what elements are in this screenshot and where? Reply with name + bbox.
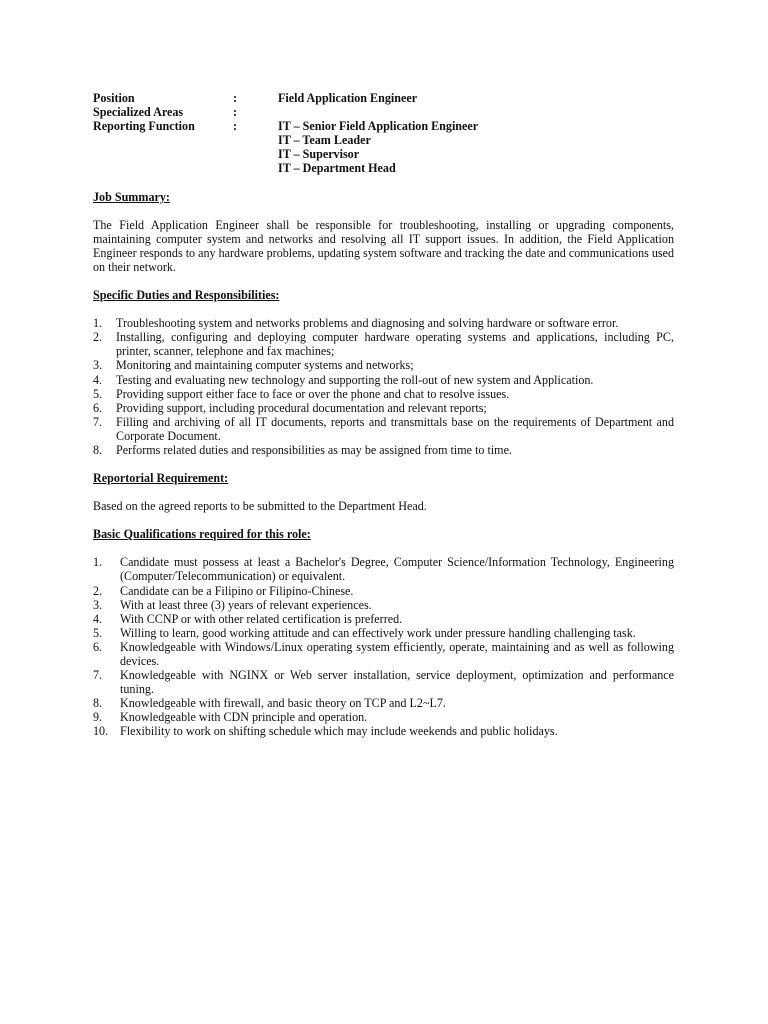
duties-list (93, 316, 674, 457)
reporting-function-value: IT – Senior Field Application Engineer (278, 119, 479, 134)
list-text: Providing support either face to face or over the phone and chat to resolve issues. (116, 386, 510, 401)
list-item (93, 358, 674, 372)
list-item (93, 626, 674, 640)
specialized-areas-colon: : (233, 105, 238, 120)
list-number: 1. (93, 316, 103, 331)
reporting-function-value: IT – Supervisor (278, 147, 360, 162)
list-item (93, 612, 674, 626)
list-text: Troubleshooting system and networks problems and diagnosing and solving hardware or software error. (116, 316, 619, 331)
document-page (93, 91, 674, 739)
list-number: 8. (93, 696, 103, 711)
list-item (93, 710, 674, 724)
position-colon: : (233, 91, 238, 105)
list-item (93, 373, 674, 387)
list-number: 4. (93, 372, 103, 387)
job-summary-heading: Job Summary: (93, 189, 170, 204)
list-item (93, 415, 674, 443)
list-item (93, 443, 674, 457)
qualifications-heading: Basic Qualifications required for this role: (93, 527, 311, 542)
header-row-specialized-areas (93, 105, 674, 119)
list-item (93, 724, 674, 738)
reportorial-text: Based on the agreed reports to be submitted to the Department Head. (93, 499, 427, 514)
list-text: Knowledgeable with firewall, and basic theory on TCP and L2~L7. (120, 696, 446, 711)
list-number: 9. (93, 710, 103, 725)
list-item (93, 598, 674, 612)
list-item (93, 401, 674, 415)
list-number: 4. (93, 611, 103, 626)
list-item (93, 640, 674, 668)
list-text: Willing to learn, good working attitude and can effectively work under pressure handling challenging task. (120, 625, 636, 640)
list-text: Knowledgeable with Windows/Linux operating system efficiently, operate, maintaining and as well as following devices. (120, 639, 674, 668)
list-text: Monitoring and maintaining computer systems and networks; (116, 358, 414, 373)
header-row-position (93, 91, 674, 105)
list-item (93, 555, 674, 583)
list-text: Candidate can be a Filipino or Filipino-Chinese. (120, 583, 354, 598)
list-item (93, 584, 674, 598)
position-value: Field Application Engineer (278, 91, 418, 105)
list-number: 2. (93, 330, 103, 345)
list-text: Knowledgeable with NGINX or Web server installation, service deployment, optimization and performance tuning. (120, 668, 674, 697)
list-text: Performs related duties and responsibilities as may be assigned from time to time. (116, 442, 512, 457)
list-number: 5. (93, 625, 103, 640)
list-number: 7. (93, 414, 103, 429)
list-item (93, 696, 674, 710)
header-row-reporting-function (93, 119, 674, 175)
duties-heading: Specific Duties and Responsibilities: (93, 288, 280, 303)
list-text: Providing support, including procedural documentation and relevant reports; (116, 400, 487, 415)
list-text: Filling and archiving of all IT documents, reports and transmittals base on the requirements of Department and Corporate Document. (116, 414, 674, 443)
list-number: 7. (93, 668, 103, 683)
reporting-function-colon: : (233, 119, 238, 134)
job-summary-text: The Field Application Engineer shall be responsible for troubleshooting, installing or upgrading components, maintaining computer system and networks and resolving all IT support issues. In addition, the Field Application Engineer responds to any hardware problems, updating system software and tracking the date and communications used on their network. (93, 217, 675, 274)
list-number: 1. (93, 555, 103, 570)
list-item (93, 668, 674, 696)
list-item (93, 387, 674, 401)
list-text: Knowledgeable with CDN principle and operation. (120, 710, 368, 725)
reporting-function-value: IT – Team Leader (278, 133, 371, 148)
reportorial-heading: Reportorial Requirement: (93, 471, 229, 486)
list-number: 5. (93, 386, 103, 401)
list-number: 10. (93, 724, 109, 739)
list-number: 6. (93, 639, 103, 654)
qualifications-list (93, 555, 674, 738)
list-text: Candidate must possess at least a Bachelor's Degree, Computer Science/Information Technology, Engineering (Computer/Telecommunication) or equivalent. (120, 555, 674, 584)
list-text: With CCNP or with other related certification is preferred. (120, 611, 403, 626)
reporting-function-value: IT – Department Head (278, 161, 396, 176)
list-number: 6. (93, 400, 103, 415)
reporting-function-label: Reporting Function (93, 119, 195, 134)
list-text: Flexibility to work on shifting schedule which may include weekends and public holidays. (120, 724, 558, 739)
specialized-areas-label: Specialized Areas (93, 105, 184, 120)
reporting-function-values (278, 119, 478, 175)
list-item (93, 330, 674, 358)
header-block (93, 91, 674, 176)
list-number: 3. (93, 597, 103, 612)
list-text: Testing and evaluating new technology and supporting the roll-out of new system and Application. (116, 372, 594, 387)
list-text: Installing, configuring and deploying computer hardware operating systems and applications, including PC, printer, scanner, telephone and fax machines; (116, 330, 674, 359)
list-item (93, 316, 674, 330)
list-number: 2. (93, 583, 103, 598)
list-text: With at least three (3) years of relevant experiences. (120, 597, 372, 612)
list-number: 8. (93, 442, 103, 457)
position-label: Position (93, 91, 135, 105)
list-number: 3. (93, 358, 103, 373)
